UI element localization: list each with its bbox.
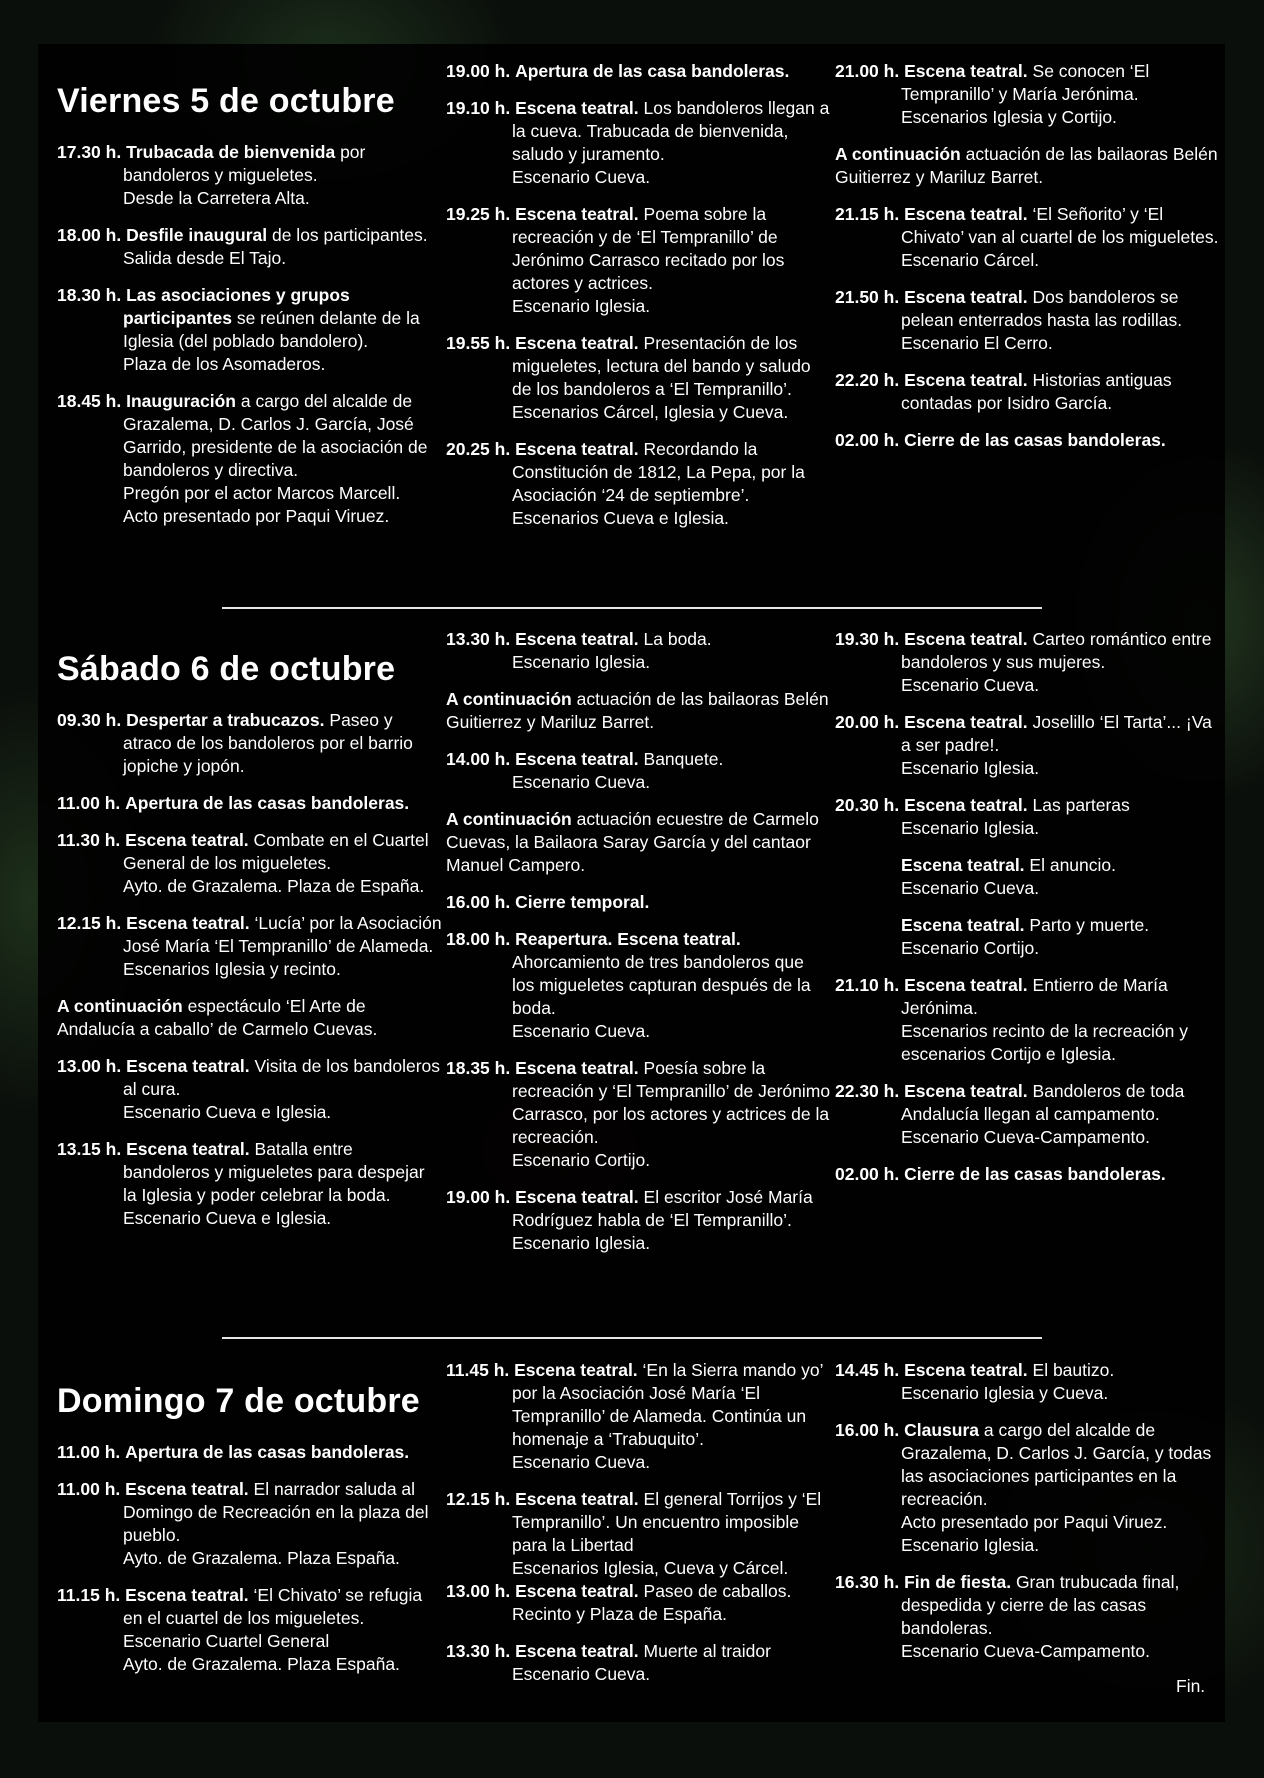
event-title: Despertar a trabucazos. bbox=[126, 710, 325, 730]
schedule-entry bbox=[835, 60, 1220, 129]
event-time: 20.25 h. bbox=[446, 439, 511, 459]
schedule-entry bbox=[446, 688, 831, 734]
event-venue: Acto presentado por Paqui Viruez. bbox=[123, 506, 390, 526]
event-venue: Escenario Iglesia. bbox=[901, 758, 1040, 778]
event-time: 11.45 h. bbox=[446, 1360, 510, 1380]
event-description: Joselillo ‘El Tarta’... ¡Va a ser padre!. bbox=[901, 712, 1212, 755]
schedule-entry bbox=[446, 1359, 831, 1474]
event-description: Dos bandoleros se pelean enterrados hasta las rodillas. bbox=[901, 287, 1183, 330]
event-venue: Escenarios Cueva e Iglesia. bbox=[512, 508, 729, 528]
event-venue: Acto presentado por Paqui Viruez. bbox=[901, 1512, 1168, 1532]
event-time: 14.00 h. bbox=[446, 749, 511, 769]
event-description: Las parteras bbox=[1032, 795, 1130, 815]
event-title: Escena teatral. bbox=[904, 287, 1028, 307]
event-venue: Escenario Cortijo. bbox=[901, 938, 1040, 958]
sunday-col-2 bbox=[446, 1359, 831, 1700]
event-description: actuación ecuestre de Carmelo Cuevas, la Bailaora Saray García y del cantaor Manuel Campero. bbox=[446, 809, 819, 875]
event-description: se reúnen delante de la Iglesia (del poblado bandolero). bbox=[123, 308, 420, 351]
event-description: ‘En la Sierra mando yo’ por la Asociación José María ‘El Tempranillo’ de Alameda. Continúa un homenaje a ‘Trabuquito’. bbox=[512, 1360, 823, 1449]
event-description: El narrador saluda al Domingo de Recreación en la plaza del pueblo. bbox=[123, 1479, 429, 1545]
event-title: A continuación bbox=[57, 996, 183, 1016]
event-time: 12.15 h. bbox=[57, 913, 122, 933]
event-description: Poema sobre la recreación y de ‘El Tempranillo’ de Jerónimo Carrasco recitado por los actores y actrices. bbox=[512, 204, 785, 293]
event-title: Escena teatral. bbox=[515, 204, 639, 224]
schedule-entry bbox=[57, 792, 442, 815]
event-venue: Escenario Cueva. bbox=[512, 167, 651, 187]
event-title: Escena teatral. bbox=[904, 61, 1028, 81]
event-title: Escena teatral. bbox=[125, 1585, 249, 1605]
event-title: Escena teatral. bbox=[515, 1058, 639, 1078]
event-title: Escena teatral. bbox=[126, 1139, 250, 1159]
day-title-sunday: Domingo 7 de octubre bbox=[57, 1382, 420, 1420]
schedule-entry bbox=[835, 1080, 1220, 1149]
event-time: 21.10 h. bbox=[835, 975, 900, 995]
event-time: 20.00 h. bbox=[835, 712, 900, 732]
event-venue: Salida desde El Tajo. bbox=[123, 248, 287, 268]
event-venue: Plaza de los Asomaderos. bbox=[123, 354, 326, 374]
event-time: 13.30 h. bbox=[446, 629, 511, 649]
event-title: Escena teatral. bbox=[126, 1056, 250, 1076]
event-description: Carteo romántico entre bandoleros y sus mujeres. bbox=[901, 629, 1212, 672]
fin-label: Fin. bbox=[1176, 1676, 1206, 1696]
event-description: actuación de las bailaoras Belén Guitierrez y Mariluz Barret. bbox=[835, 144, 1218, 187]
event-time: 13.00 h. bbox=[446, 1581, 511, 1601]
event-description: ‘El Señorito’ y ‘El Chivato’ van al cuartel de los migueletes. bbox=[901, 204, 1219, 247]
schedule-entry bbox=[57, 1478, 442, 1570]
event-description: a cargo del alcalde de Grazalema, D. Carlos J. García, José Garrido, presidente de la asociación de bandoleros y directiva. bbox=[123, 391, 428, 480]
event-time: 21.00 h. bbox=[835, 61, 900, 81]
sunday-col-3 bbox=[835, 1359, 1220, 1677]
event-venue: Ayto. de Grazalema. Plaza de España. bbox=[123, 876, 425, 896]
schedule-entry bbox=[446, 60, 831, 83]
event-title: A continuación bbox=[835, 144, 961, 164]
event-time: 19.00 h. bbox=[446, 1187, 511, 1207]
event-title: Desfile inaugural bbox=[126, 225, 268, 245]
event-description: Entierro de María Jerónima. bbox=[901, 975, 1168, 1018]
event-time: 13.30 h. bbox=[446, 1641, 511, 1661]
event-description: Se conocen ‘El Tempranillo’ y María Jerónima. bbox=[901, 61, 1150, 104]
schedule-entry bbox=[835, 854, 1220, 900]
friday-col-2 bbox=[446, 60, 831, 544]
event-title: Escena teatral. bbox=[515, 98, 639, 118]
event-venue: Escenario Cueva. bbox=[901, 675, 1040, 695]
event-title: Clausura bbox=[904, 1420, 979, 1440]
event-description: Recordando la Constitución de 1812, La Pepa, por la Asociación ‘24 de septiembre’. bbox=[512, 439, 805, 505]
event-title: Las asociaciones y grupos participantes bbox=[123, 285, 350, 328]
event-description: Ahorcamiento de tres bandoleros que los migueletes capturan después de la boda. bbox=[512, 952, 811, 1018]
schedule-entry bbox=[57, 1441, 442, 1464]
schedule-entry bbox=[835, 369, 1220, 415]
schedule-entry bbox=[835, 143, 1220, 189]
schedule-entry bbox=[57, 1584, 442, 1676]
event-title: Cierre de las casas bandoleras. bbox=[904, 1164, 1166, 1184]
day-title-saturday: Sábado 6 de octubre bbox=[57, 650, 396, 688]
event-time: 09.30 h. bbox=[57, 710, 122, 730]
event-venue: Escenario Cuartel General bbox=[123, 1631, 330, 1651]
schedule-entry bbox=[446, 332, 831, 424]
event-venue: Escenario Iglesia. bbox=[512, 1233, 651, 1253]
event-title: Escena teatral. bbox=[901, 855, 1025, 875]
event-time: 19.30 h. bbox=[835, 629, 900, 649]
schedule-entry bbox=[835, 794, 1220, 840]
event-time: 19.10 h. bbox=[446, 98, 511, 118]
event-time: 21.15 h. bbox=[835, 204, 900, 224]
event-title: Escena teatral. bbox=[904, 795, 1028, 815]
event-description: El general Torrijos y ‘El Tempranillo’. Un encuentro imposible para la Libertad bbox=[512, 1489, 822, 1555]
event-description: espectáculo ‘El Arte de Andalucía a caballo’ de Carmelo Cuevas. bbox=[57, 996, 378, 1039]
event-title: Escena teatral. bbox=[904, 1360, 1028, 1380]
event-venue: Desde la Carretera Alta. bbox=[123, 188, 310, 208]
event-venue: Escenarios Iglesia y recinto. bbox=[123, 959, 341, 979]
event-venue: Escenarios recinto de la recreación y escenarios Cortijo e Iglesia. bbox=[901, 1021, 1188, 1064]
event-title: Escena teatral. bbox=[904, 204, 1028, 224]
event-description: por bandoleros y migueletes. bbox=[123, 142, 366, 185]
event-description: Combate en el Cuartel General de los migueletes. bbox=[123, 830, 429, 873]
event-title: A continuación bbox=[446, 689, 572, 709]
saturday-col-1 bbox=[57, 650, 442, 1244]
schedule-entry bbox=[446, 97, 831, 189]
schedule-entry bbox=[835, 914, 1220, 960]
schedule-entry bbox=[835, 711, 1220, 780]
event-description: Muerte al traidor bbox=[643, 1641, 771, 1661]
event-time: 18.00 h. bbox=[57, 225, 122, 245]
event-title: Cierre de las casas bandoleras. bbox=[904, 430, 1166, 450]
event-title: Escena teatral. bbox=[515, 1581, 639, 1601]
event-time: 18.30 h. bbox=[57, 285, 122, 305]
event-time: 16.00 h. bbox=[835, 1420, 900, 1440]
event-time: 18.00 h. bbox=[446, 929, 511, 949]
event-venue: Escenario Cueva e Iglesia. bbox=[123, 1102, 332, 1122]
event-time: 02.00 h. bbox=[835, 430, 900, 450]
event-time: 11.15 h. bbox=[57, 1585, 121, 1605]
event-title: Escena teatral. bbox=[904, 712, 1028, 732]
event-description: Presentación de los migueletes, lectura del bando y saludo de los bandoleros a ‘El Tempranillo’. bbox=[512, 333, 811, 399]
event-title: Apertura de las casas bandoleras. bbox=[125, 793, 410, 813]
event-time: 21.50 h. bbox=[835, 287, 900, 307]
event-title: Escena teatral. bbox=[904, 370, 1028, 390]
section-divider bbox=[222, 1337, 1042, 1339]
event-time: 17.30 h. bbox=[57, 142, 122, 162]
event-description: ‘Lucía’ por la Asociación José María ‘El Tempranillo’ de Alameda. bbox=[123, 913, 442, 956]
event-time: 22.30 h. bbox=[835, 1081, 900, 1101]
schedule-entry bbox=[835, 286, 1220, 355]
event-time: 19.55 h. bbox=[446, 333, 511, 353]
event-time: 14.45 h. bbox=[835, 1360, 900, 1380]
schedule-entry bbox=[57, 224, 442, 270]
event-description: actuación de las bailaoras Belén Guitierrez y Mariluz Barret. bbox=[446, 689, 829, 732]
event-venue: Escenarios Iglesia, Cueva y Cárcel. bbox=[512, 1558, 789, 1578]
schedule-entry bbox=[57, 284, 442, 376]
event-title: Escena teatral. bbox=[515, 749, 639, 769]
event-title: Inauguración bbox=[126, 391, 236, 411]
event-description: Los bandoleros llegan a la cueva. Trabucada de bienvenida, saludo y juramento. bbox=[512, 98, 830, 164]
event-time: 11.00 h. bbox=[57, 1479, 121, 1499]
event-description: Batalla entre bandoleros y migueletes para despejar la Iglesia y poder celebrar la boda. bbox=[123, 1139, 425, 1205]
event-venue: Escenario Iglesia y Cueva. bbox=[901, 1383, 1109, 1403]
schedule-entry bbox=[446, 1057, 831, 1172]
schedule-entry bbox=[835, 429, 1220, 452]
event-venue: Escenario Cueva-Campamento. bbox=[901, 1127, 1151, 1147]
schedule-entry bbox=[835, 203, 1220, 272]
event-description: El bautizo. bbox=[1032, 1360, 1115, 1380]
schedule-entry bbox=[835, 1163, 1220, 1186]
schedule-entry bbox=[446, 628, 831, 674]
event-venue: Escenario Cueva. bbox=[512, 1021, 651, 1041]
event-title: Escena teatral. bbox=[515, 1641, 639, 1661]
event-title: Escena teatral. bbox=[126, 913, 250, 933]
event-time: 11.30 h. bbox=[57, 830, 121, 850]
schedule-entry bbox=[446, 1640, 831, 1686]
event-venue: Escenario Iglesia. bbox=[901, 1535, 1040, 1555]
event-venue: Escenario Cueva. bbox=[512, 772, 651, 792]
event-description: a cargo del alcalde de Grazalema, D. Carlos J. García, y todas las asociaciones participantes en la recreación. bbox=[901, 1420, 1212, 1509]
event-description: Paseo de caballos. bbox=[643, 1581, 792, 1601]
event-description: La boda. bbox=[643, 629, 712, 649]
schedule-entry bbox=[57, 829, 442, 898]
schedule-entry bbox=[446, 203, 831, 318]
event-title: Escena teatral. bbox=[125, 830, 249, 850]
saturday-col-2 bbox=[446, 628, 831, 1269]
event-title: Escena teatral. bbox=[515, 439, 639, 459]
event-title: Cierre temporal. bbox=[515, 892, 650, 912]
schedule-entry bbox=[835, 628, 1220, 697]
schedule-entry bbox=[835, 1571, 1220, 1663]
schedule-entry bbox=[835, 1359, 1220, 1405]
event-title: Escena teatral. bbox=[904, 1081, 1028, 1101]
schedule-entry bbox=[835, 974, 1220, 1066]
event-time: 18.35 h. bbox=[446, 1058, 511, 1078]
schedule-entry bbox=[57, 1138, 442, 1230]
event-description: Poesía sobre la recreación y ‘El Tempranillo’ de Jerónimo Carrasco, por los actores y actrices de la recreación. bbox=[512, 1058, 831, 1147]
event-time: 19.00 h. bbox=[446, 61, 511, 81]
event-venue: Escenario Cueva-Campamento. bbox=[901, 1641, 1151, 1661]
event-time: 11.00 h. bbox=[57, 1442, 121, 1462]
event-title: Escena teatral. bbox=[515, 629, 639, 649]
event-venue: Escenario Cortijo. bbox=[512, 1150, 651, 1170]
event-venue: Escenario Iglesia. bbox=[512, 296, 651, 316]
event-description: El anuncio. bbox=[1029, 855, 1117, 875]
event-venue: Escenario El Cerro. bbox=[901, 333, 1053, 353]
event-venue: Escenario Cueva. bbox=[512, 1452, 651, 1472]
event-title: Apertura de las casas bandoleras. bbox=[125, 1442, 410, 1462]
schedule-entry bbox=[57, 912, 442, 981]
event-title: Escena teatral. bbox=[904, 975, 1028, 995]
event-description: Banquete. bbox=[643, 749, 724, 769]
event-time: 02.00 h. bbox=[835, 1164, 900, 1184]
event-time: 20.30 h. bbox=[835, 795, 900, 815]
schedule-entry bbox=[57, 141, 442, 210]
schedule-entry bbox=[446, 808, 831, 877]
event-title: Escena teatral. bbox=[515, 1187, 639, 1207]
event-venue: Escenario Cárcel. bbox=[901, 250, 1040, 270]
event-venue: Escenarios Iglesia y Cortijo. bbox=[901, 107, 1117, 127]
schedule-entry bbox=[446, 891, 831, 914]
event-title: Trubacada de bienvenida bbox=[126, 142, 336, 162]
event-description: Gran trubucada final, despedida y cierre de las casas bandoleras. bbox=[901, 1572, 1180, 1638]
event-description: El escritor José María Rodríguez habla de ‘El Tempranillo’. bbox=[512, 1187, 813, 1230]
schedule-entry bbox=[835, 1419, 1220, 1557]
schedule-entry bbox=[57, 390, 442, 528]
event-title: Escena teatral. bbox=[904, 629, 1028, 649]
event-time: 11.00 h. bbox=[57, 793, 121, 813]
event-venue: Escenario Cueva. bbox=[901, 878, 1040, 898]
event-title: Escena teatral. bbox=[125, 1479, 249, 1499]
event-title: Apertura de las casa bandoleras. bbox=[515, 61, 790, 81]
event-time: 19.25 h. bbox=[446, 204, 511, 224]
schedule-entry bbox=[446, 928, 831, 1043]
schedule-entry bbox=[57, 995, 442, 1041]
event-title: Escena teatral. bbox=[515, 333, 639, 353]
event-time: 16.00 h. bbox=[446, 892, 511, 912]
schedule-entry bbox=[57, 1055, 442, 1124]
event-venue: Escenario Cueva e Iglesia. bbox=[123, 1208, 332, 1228]
event-venue: Ayto. de Grazalema. Plaza España. bbox=[123, 1548, 400, 1568]
schedule-entry bbox=[446, 748, 831, 794]
event-description: Historias antiguas contadas por Isidro García. bbox=[901, 370, 1172, 413]
schedule-entry bbox=[446, 1488, 831, 1580]
event-description: Bandoleros de toda Andalucía llegan al campamento. bbox=[901, 1081, 1185, 1124]
event-title: Escena teatral. bbox=[901, 915, 1025, 935]
event-venue: Ayto. de Grazalema. Plaza España. bbox=[123, 1654, 400, 1674]
event-description: ‘El Chivato’ se refugia en el cuartel de los migueletes. bbox=[123, 1585, 423, 1628]
event-venue: Pregón por el actor Marcos Marcell. bbox=[123, 483, 401, 503]
event-time: 16.30 h. bbox=[835, 1572, 900, 1592]
event-title: Escena teatral. bbox=[514, 1360, 638, 1380]
event-title: Reapertura. Escena teatral. bbox=[515, 929, 741, 949]
event-venue: Escenario Iglesia. bbox=[512, 652, 651, 672]
friday-col-1 bbox=[57, 82, 442, 542]
schedule-entry bbox=[446, 438, 831, 530]
event-time: 13.00 h. bbox=[57, 1056, 122, 1076]
event-time: 12.15 h. bbox=[446, 1489, 511, 1509]
event-venue: Recinto y Plaza de España. bbox=[512, 1604, 727, 1624]
event-venue: Escenario Cueva. bbox=[512, 1664, 651, 1684]
event-description: Parto y muerte. bbox=[1029, 915, 1150, 935]
event-time: 13.15 h. bbox=[57, 1139, 122, 1159]
event-venue: Escenarios Cárcel, Iglesia y Cueva. bbox=[512, 402, 789, 422]
schedule-entry bbox=[446, 1580, 831, 1626]
event-title: A continuación bbox=[446, 809, 572, 829]
event-description: Visita de los bandoleros al cura. bbox=[123, 1056, 441, 1099]
event-venue: Escenario Iglesia. bbox=[901, 818, 1040, 838]
event-title: Fin de fiesta. bbox=[904, 1572, 1012, 1592]
event-title: Escena teatral. bbox=[515, 1489, 639, 1509]
sunday-col-1 bbox=[57, 1382, 442, 1690]
section-divider bbox=[222, 607, 1042, 609]
saturday-col-3 bbox=[835, 628, 1220, 1200]
schedule-entry bbox=[57, 709, 442, 778]
event-time: 18.45 h. bbox=[57, 391, 122, 411]
schedule-entry bbox=[446, 1186, 831, 1255]
event-description: Paseo y atraco de los bandoleros por el barrio jopiche y jopón. bbox=[123, 710, 413, 776]
event-description: de los participantes. bbox=[271, 225, 428, 245]
event-time: 22.20 h. bbox=[835, 370, 900, 390]
day-title-friday: Viernes 5 de octubre bbox=[57, 82, 395, 120]
friday-col-3 bbox=[835, 60, 1220, 466]
